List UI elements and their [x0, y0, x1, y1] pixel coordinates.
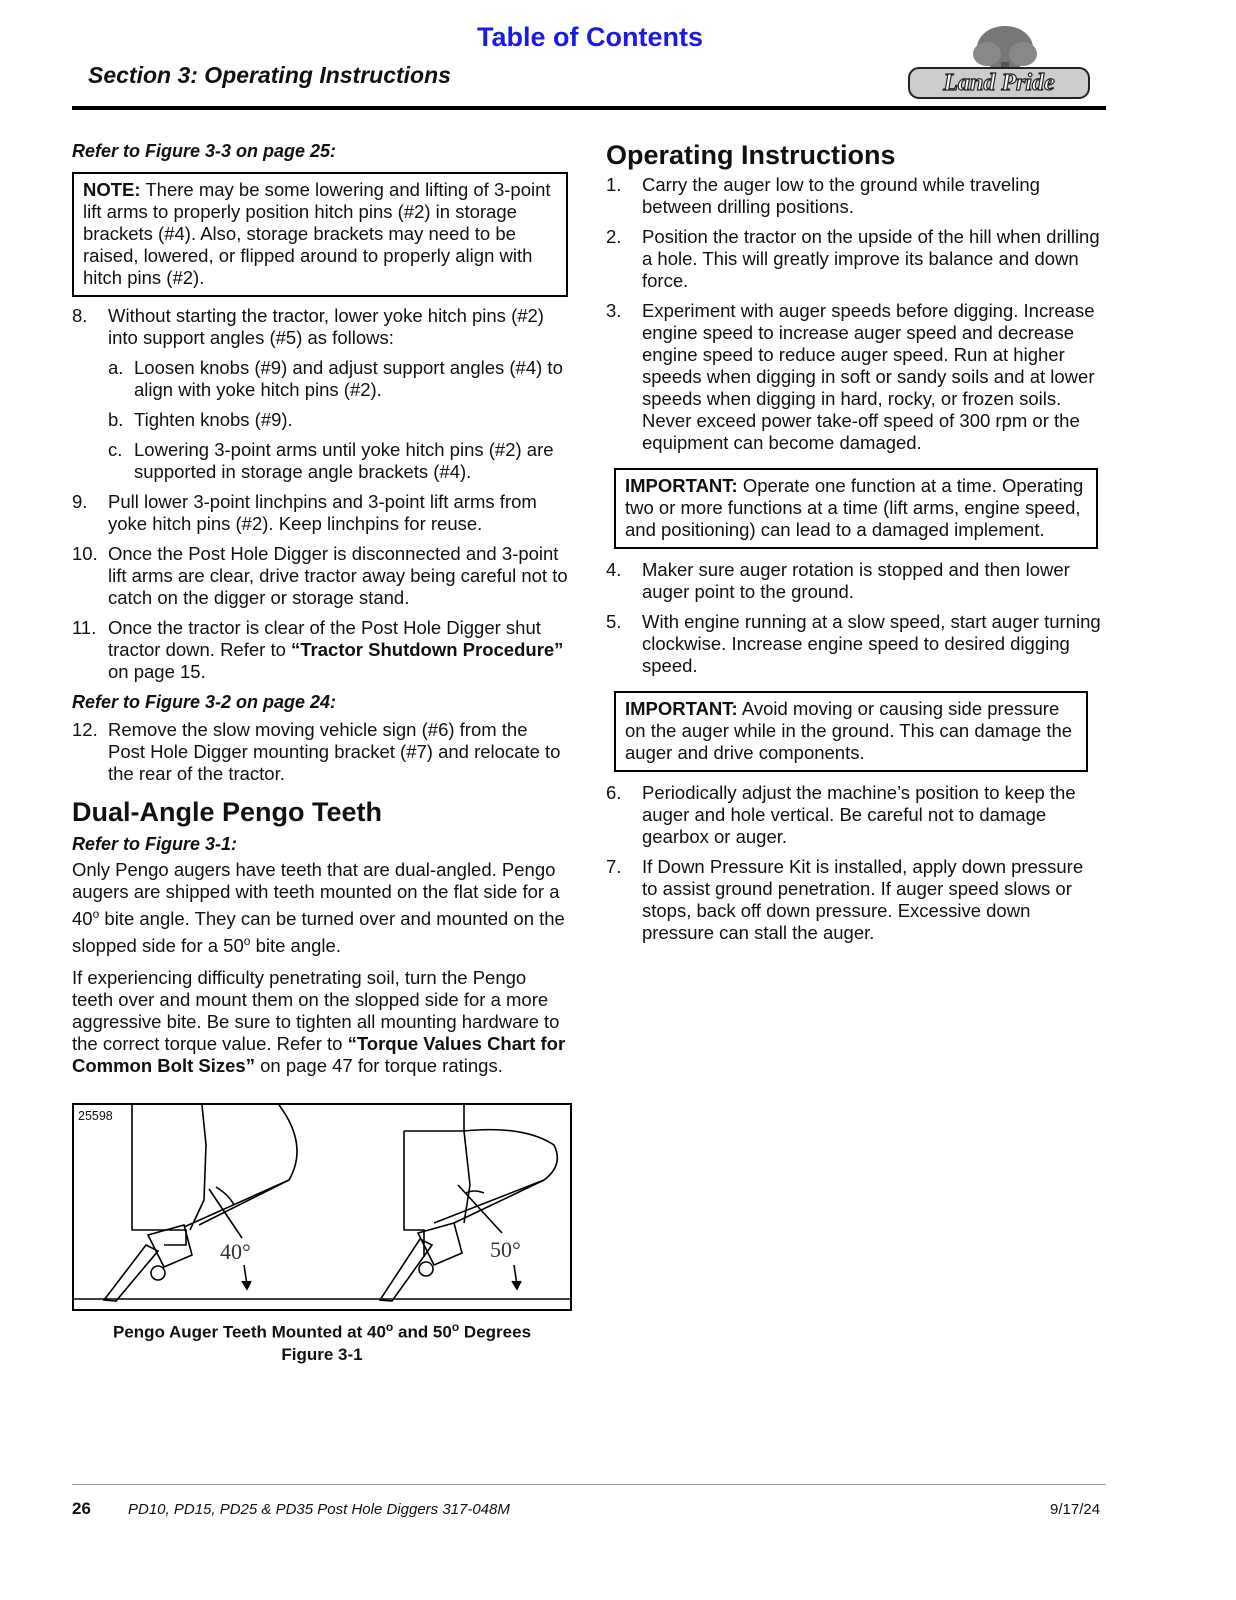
- step-text: Once the Post Hole Digger is disconnected and 3-point lift arms are clear, drive tractor away being careful not to catch on the digger or storage stand.: [108, 543, 568, 608]
- step-text: Maker sure auger rotation is stopped and then lower auger point to the ground.: [642, 559, 1070, 602]
- important-label: IMPORTANT:: [625, 698, 738, 719]
- sub-step-text: Tighten knobs (#9).: [134, 409, 293, 430]
- step-number: 6.: [606, 782, 622, 803]
- sub-step-text: Lowering 3-point arms until yoke hitch pins (#2) are supported in storage angle brackets (#4).: [134, 439, 554, 482]
- step-text: Remove the slow moving vehicle sign (#6) from the Post Hole Digger mounting bracket (#7) and relocate to the rear of the tractor.: [108, 719, 561, 784]
- section-title: Section 3: Operating Instructions: [88, 62, 451, 88]
- sub-list-item: [72, 439, 568, 483]
- step-number: 1.: [606, 174, 622, 195]
- header-rule: [72, 106, 1106, 110]
- step-text: Experiment with auger speeds before digging. Increase engine speed to increase auger speed and decrease engine speed to reduce auger speed. Run at higher speeds when digging in soft or sandy soils and at lower speeds when digging in hard, rocky, or frozen soils. Never exceed power take-off speed of 300 rpm or the equipment can become damaged.: [642, 300, 1095, 453]
- step-text: Carry the auger low to the ground while traveling between drilling positions.: [642, 174, 1040, 217]
- step-text: If Down Pressure Kit is installed, apply down pressure to assist ground penetration. If auger speed slows or stops, back off down pressure. Excessive down pressure can stall the auger.: [642, 856, 1084, 943]
- important-text: Avoid moving or causing side pressure on the auger while in the ground. This can damage the auger and drive components.: [625, 698, 1073, 763]
- sub-step-letter: c.: [108, 439, 123, 460]
- sub-step-letter: b.: [108, 409, 124, 430]
- sub-step-text: Loosen knobs (#9) and adjust support angles (#4) to align with yoke hitch pins (#2).: [134, 357, 563, 400]
- sub-list-item: [72, 409, 568, 431]
- step-text: With engine running at a slow speed, start auger turning clockwise. Increase engine speed to desired digging speed.: [642, 611, 1101, 676]
- step-number: 10.: [72, 543, 98, 564]
- figure-reference: Refer to Figure 3-3 on page 25:: [72, 141, 337, 161]
- list-item: [606, 226, 1102, 292]
- important-box: [614, 691, 1088, 772]
- step-text: Position the tractor on the upside of the hill when drilling a hole. This will greatly improve its balance and down force.: [642, 226, 1100, 291]
- list-item: [606, 782, 1102, 848]
- cross-reference-link[interactable]: “Tractor Shutdown Procedure”: [291, 639, 564, 660]
- figure-reference: Refer to Figure 3-1:: [72, 834, 238, 854]
- paragraph: Only Pengo augers have teeth that are dual-angled. Pengo augers are shipped with teeth mounted on the flat side for a 40$^o$ bite angle. They can be turned over and mounted on the slopped side for a 50$^o$ bite angle.: [72, 859, 565, 957]
- section-heading: Dual-Angle Pengo Teeth: [72, 797, 383, 827]
- list-item: [72, 719, 568, 785]
- note-label: NOTE:: [83, 179, 141, 200]
- page-number: 26: [72, 1499, 91, 1518]
- figure-3-1: [72, 1103, 572, 1311]
- list-item: [72, 543, 568, 609]
- section-heading: Operating Instructions: [606, 140, 896, 170]
- step-number: 2.: [606, 226, 622, 247]
- list-item: [606, 856, 1102, 944]
- list-item: [606, 174, 1102, 218]
- list-item: [606, 611, 1102, 677]
- note-text: There may be some lowering and lifting of 3-point lift arms to properly position hitch pins (#2) in storage brackets (#4). Also, storage brackets may need to be raised, lowered, or flipped around to properly align with hitch pins (#2).: [83, 179, 551, 288]
- paragraph: If experiencing difficulty penetrating soil, turn the Pengo teeth over and mount them on the slopped side for a more aggressive bite. Be sure to tighten all mounting hardware to the correct torque value. Refer to “Torque Values Chart for Common Bolt Sizes” on page 47 for torque ratings.: [72, 967, 566, 1077]
- step-text: on page 15.: [108, 661, 206, 682]
- step-number: 9.: [72, 491, 88, 512]
- cross-reference-link[interactable]: “Torque Values Chart for Common Bolt Sizes”: [72, 1033, 566, 1077]
- list-item: [72, 617, 568, 683]
- list-item: [72, 305, 568, 349]
- table-of-contents-link[interactable]: Table of Contents: [477, 22, 703, 52]
- figure-caption: Pengo Auger Teeth Mounted at 40$^o$ and 50$^o$ Degrees Figure 3-1: [72, 1316, 572, 1366]
- step-text: Pull lower 3-point linchpins and 3-point lift arms from yoke hitch pins (#2). Keep linchpins for reuse.: [108, 491, 537, 534]
- note-box: [72, 172, 568, 297]
- step-text: Once the tractor is clear of the Post Hole Digger shut tractor down. Refer to: [108, 617, 541, 660]
- footer-rule: [72, 1484, 1106, 1485]
- figure-label: Figure 3-1: [281, 1344, 363, 1364]
- land-pride-logo: [905, 22, 1095, 104]
- step-text: Periodically adjust the machine’s position to keep the auger and hole vertical. Be careful not to damage gearbox or auger.: [642, 782, 1076, 847]
- important-text: Operate one function at a time. Operating two or more functions at a time (lift arms, engine speed, and positioning) can lead to a damaged implement.: [625, 475, 1084, 540]
- angle-label: 50°: [490, 1237, 521, 1262]
- list-item: [72, 491, 568, 535]
- left-column: [72, 140, 568, 1087]
- step-number: 12.: [72, 719, 98, 740]
- sub-step-letter: a.: [108, 357, 124, 378]
- sub-list-item: [72, 357, 568, 401]
- important-label: IMPORTANT:: [625, 475, 738, 496]
- logo-text: Land Pride: [943, 70, 1055, 96]
- figure-number: 25598: [78, 1109, 113, 1123]
- auger-teeth-illustration: [74, 1105, 570, 1309]
- list-item: [606, 559, 1102, 603]
- step-number: 11.: [72, 617, 97, 638]
- step-number: 3.: [606, 300, 622, 321]
- important-box: [614, 468, 1098, 549]
- document-date: 9/17/24: [1050, 1501, 1101, 1518]
- list-item: [606, 300, 1102, 454]
- step-text: Without starting the tractor, lower yoke hitch pins (#2) into support angles (#5) as follows:: [108, 305, 544, 348]
- document-title: PD10, PD15, PD25 & PD35 Post Hole Diggers 317-048M: [128, 1501, 510, 1518]
- step-number: 5.: [606, 611, 622, 632]
- figure-reference: Refer to Figure 3-2 on page 24:: [72, 692, 337, 712]
- step-number: 8.: [72, 305, 88, 326]
- step-number: 4.: [606, 559, 622, 580]
- right-column: [606, 140, 1102, 952]
- step-number: 7.: [606, 856, 622, 877]
- angle-label: 40°: [220, 1239, 251, 1264]
